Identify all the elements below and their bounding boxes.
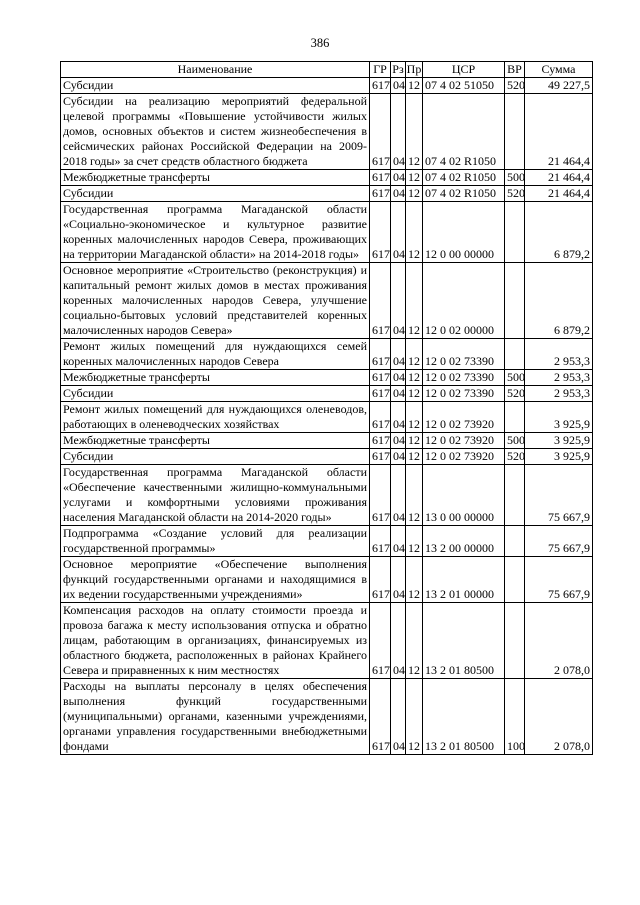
cell-sum: 3 925,9 (525, 449, 593, 465)
cell-gr: 617 (370, 603, 391, 679)
cell-csr: 12 0 02 73920 (423, 433, 505, 449)
cell-name: Государственная программа Магаданской области «Социально-экономическое и культурное развитие коренных малочисленных народов Севера, проживающих на территории Магаданской области» на 2014-2018 годы» (61, 202, 370, 263)
cell-vr: 500 (505, 170, 525, 186)
cell-sum: 2 953,3 (525, 386, 593, 402)
cell-gr: 617 (370, 449, 391, 465)
cell-sum: 2 953,3 (525, 339, 593, 370)
table-row (61, 679, 593, 755)
cell-gr: 617 (370, 679, 391, 755)
cell-rz: 04 (391, 263, 406, 339)
cell-csr: 13 2 01 00000 (423, 557, 505, 603)
cell-rz: 04 (391, 339, 406, 370)
cell-pr: 12 (406, 263, 423, 339)
cell-vr (505, 465, 525, 526)
cell-pr: 12 (406, 170, 423, 186)
cell-pr: 12 (406, 78, 423, 94)
cell-vr (505, 603, 525, 679)
cell-rz: 04 (391, 202, 406, 263)
cell-gr: 617 (370, 370, 391, 386)
cell-csr: 12 0 02 73390 (423, 339, 505, 370)
cell-sum: 75 667,9 (525, 557, 593, 603)
page-number: 386 (310, 36, 330, 50)
cell-pr: 12 (406, 557, 423, 603)
cell-sum: 2 078,0 (525, 679, 593, 755)
header-row (61, 62, 593, 78)
table-row (61, 557, 593, 603)
table-row (61, 386, 593, 402)
cell-vr (505, 94, 525, 170)
table-row (61, 465, 593, 526)
cell-gr: 617 (370, 433, 391, 449)
cell-name: Расходы на выплаты персоналу в целях обеспечения выполнения функций государственными (муниципальными) органами, казенными учреждениями, органами управления государственными внебюджетными фондами (61, 679, 370, 755)
cell-sum: 75 667,9 (525, 526, 593, 557)
cell-pr: 12 (406, 202, 423, 263)
cell-name: Межбюджетные трансферты (61, 433, 370, 449)
cell-name: Государственная программа Магаданской области «Обеспечение качественными жилищно-коммунальными услугами и комфортными условиями проживания населения Магаданской области на 2014-2020 годы» (61, 465, 370, 526)
cell-gr: 617 (370, 526, 391, 557)
cell-pr: 12 (406, 679, 423, 755)
cell-csr: 12 0 02 73390 (423, 386, 505, 402)
cell-gr: 617 (370, 186, 391, 202)
cell-vr: 500 (505, 370, 525, 386)
cell-csr: 13 2 01 80500 (423, 679, 505, 755)
cell-csr: 13 0 00 00000 (423, 465, 505, 526)
cell-csr: 12 0 02 73390 (423, 370, 505, 386)
table-row (61, 339, 593, 370)
cell-csr: 12 0 02 00000 (423, 263, 505, 339)
cell-vr (505, 402, 525, 433)
table-row (61, 370, 593, 386)
cell-name: Субсидии (61, 78, 370, 94)
cell-sum: 2 953,3 (525, 370, 593, 386)
table-row (61, 202, 593, 263)
cell-name: Межбюджетные трансферты (61, 170, 370, 186)
cell-pr: 12 (406, 339, 423, 370)
cell-gr: 617 (370, 465, 391, 526)
cell-name: Субсидии (61, 386, 370, 402)
cell-sum: 21 464,4 (525, 170, 593, 186)
cell-vr: 520 (505, 386, 525, 402)
cell-csr: 13 2 01 80500 (423, 603, 505, 679)
table-row (61, 186, 593, 202)
cell-name: Ремонт жилых помещений для нуждающихся семей коренных малочисленных народов Севера (61, 339, 370, 370)
table-row (61, 94, 593, 170)
cell-sum: 6 879,2 (525, 263, 593, 339)
cell-gr: 617 (370, 339, 391, 370)
cell-vr (505, 263, 525, 339)
cell-pr: 12 (406, 449, 423, 465)
cell-sum: 21 464,4 (525, 186, 593, 202)
cell-name: Субсидии (61, 449, 370, 465)
cell-sum: 6 879,2 (525, 202, 593, 263)
cell-vr (505, 339, 525, 370)
cell-csr: 07 4 02 R1050 (423, 94, 505, 170)
cell-rz: 04 (391, 186, 406, 202)
cell-pr: 12 (406, 603, 423, 679)
cell-pr: 12 (406, 370, 423, 386)
cell-sum: 21 464,4 (525, 94, 593, 170)
cell-rz: 04 (391, 402, 406, 433)
cell-gr: 617 (370, 402, 391, 433)
cell-rz: 04 (391, 679, 406, 755)
cell-csr: 07 4 02 51050 (423, 78, 505, 94)
cell-sum: 75 667,9 (525, 465, 593, 526)
cell-csr: 12 0 00 00000 (423, 202, 505, 263)
cell-name: Основное мероприятие «Строительство (реконструкция) и капитальный ремонт жилых домов в местах проживания коренных малочисленных народов Севера, улучшение социально-бытовых условий представителей коренных малочисленных народов Севера» (61, 263, 370, 339)
header-gr: ГР (370, 62, 391, 78)
cell-pr: 12 (406, 465, 423, 526)
cell-gr: 617 (370, 263, 391, 339)
cell-pr: 12 (406, 386, 423, 402)
table-row (61, 78, 593, 94)
header-pr: Пр (406, 62, 422, 76)
cell-pr: 12 (406, 526, 423, 557)
cell-name: Ремонт жилых помещений для нуждающихся оленеводов, работающих в оленеводческих хозяйствах (61, 402, 370, 433)
table-row (61, 263, 593, 339)
cell-sum: 2 078,0 (525, 603, 593, 679)
cell-sum: 3 925,9 (525, 402, 593, 433)
cell-vr: 520 (505, 449, 525, 465)
cell-csr: 13 2 00 00000 (423, 526, 505, 557)
header-sum: Сумма (525, 62, 593, 78)
cell-name: Межбюджетные трансферты (61, 370, 370, 386)
cell-rz: 04 (391, 603, 406, 679)
cell-pr: 12 (406, 433, 423, 449)
table-row (61, 526, 593, 557)
cell-vr: 520 (505, 78, 525, 94)
table-body (61, 78, 593, 755)
cell-name: Подпрограмма «Создание условий для реализации государственной программы» (61, 526, 370, 557)
cell-rz: 04 (391, 386, 406, 402)
cell-rz: 04 (391, 465, 406, 526)
cell-rz: 04 (391, 94, 406, 170)
cell-rz: 04 (391, 526, 406, 557)
cell-sum: 3 925,9 (525, 433, 593, 449)
cell-gr: 617 (370, 557, 391, 603)
cell-rz: 04 (391, 557, 406, 603)
cell-rz: 04 (391, 78, 406, 94)
header-name: Наименование (61, 62, 370, 78)
cell-vr (505, 557, 525, 603)
cell-name: Субсидии (61, 186, 370, 202)
cell-gr: 617 (370, 94, 391, 170)
cell-rz: 04 (391, 433, 406, 449)
cell-rz: 04 (391, 370, 406, 386)
cell-vr (505, 202, 525, 263)
table-row (61, 449, 593, 465)
cell-csr: 12 0 02 73920 (423, 402, 505, 433)
cell-name: Основное мероприятие «Обеспечение выполнения функций государственными органами и находящимися в их ведении государственными учреждениями» (61, 557, 370, 603)
cell-vr: 520 (505, 186, 525, 202)
cell-vr (505, 526, 525, 557)
cell-name: Субсидии на реализацию мероприятий федеральной целевой программы «Повышение устойчивости жилых домов, основных объектов и систем жизнеобеспечения в сейсмических районах Российской Федерации на 2009-2018 годы» за счет средств областного бюджета (61, 94, 370, 170)
table-row (61, 603, 593, 679)
cell-csr: 12 0 02 73920 (423, 449, 505, 465)
cell-csr: 07 4 02 R1050 (423, 170, 505, 186)
table-row (61, 402, 593, 433)
header-csr: ЦСР (423, 62, 505, 78)
cell-csr: 07 4 02 R1050 (423, 186, 505, 202)
cell-pr: 12 (406, 186, 423, 202)
cell-name: Компенсация расходов на оплату стоимости проезда и провоза багажа к месту использования отпуска и обратно лицам, работающим в организациях, финансируемых из областного бюджета, расположенных в районах Крайнего Севера и приравненных к ним местностях (61, 603, 370, 679)
cell-pr: 12 (406, 94, 423, 170)
cell-gr: 617 (370, 386, 391, 402)
table-row (61, 170, 593, 186)
cell-rz: 04 (391, 449, 406, 465)
cell-vr: 500 (505, 433, 525, 449)
cell-sum: 49 227,5 (525, 78, 593, 94)
cell-gr: 617 (370, 170, 391, 186)
cell-pr: 12 (406, 402, 423, 433)
cell-gr: 617 (370, 78, 391, 94)
header-rz: Рз (392, 62, 404, 76)
cell-gr: 617 (370, 202, 391, 263)
budget-table (60, 61, 593, 755)
cell-rz: 04 (391, 170, 406, 186)
cell-vr: 100 (505, 679, 525, 755)
header-vr: ВР (505, 62, 525, 78)
table-row (61, 433, 593, 449)
